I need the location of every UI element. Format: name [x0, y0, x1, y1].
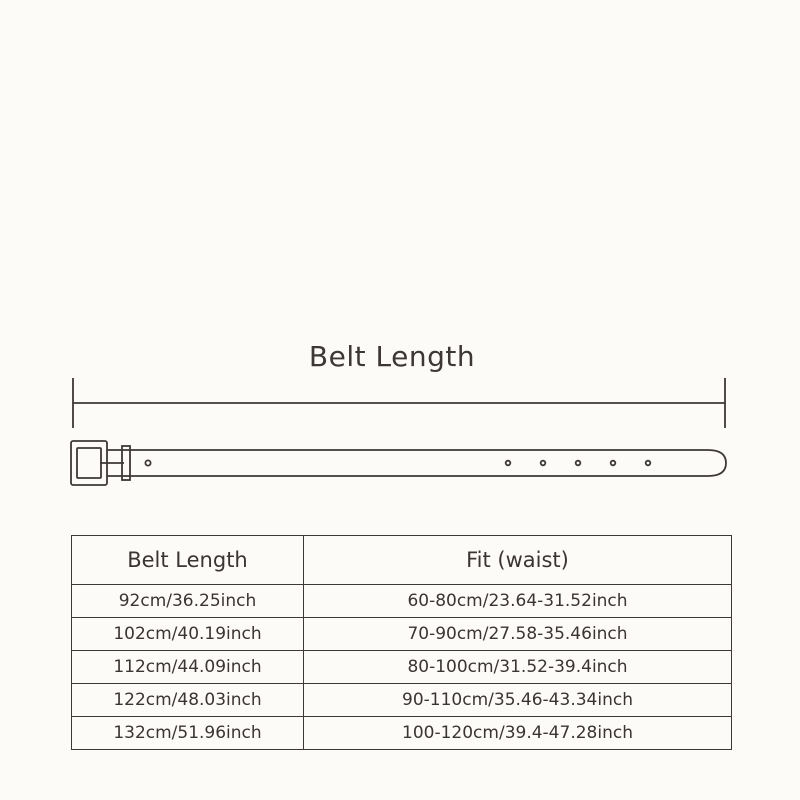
belt-hole — [145, 460, 150, 465]
belt-hole — [646, 461, 651, 466]
belt-hole — [611, 461, 616, 466]
table-row — [72, 618, 732, 651]
belt-hole — [541, 461, 546, 466]
table-header-row — [72, 536, 732, 585]
table-row — [72, 717, 732, 750]
buckle-inner — [77, 448, 101, 478]
header-belt-length: Belt Length — [72, 536, 304, 585]
size-chart-table — [71, 535, 732, 750]
table-row — [72, 585, 732, 618]
header-fit-waist: Fit (waist) — [304, 536, 732, 585]
belt-length-cell: 102cm/40.19inch — [72, 618, 304, 651]
fit-waist-cell: 60-80cm/23.64-31.52inch — [304, 585, 732, 618]
belt-length-cell: 122cm/48.03inch — [72, 684, 304, 717]
belt-length-cell: 112cm/44.09inch — [72, 651, 304, 684]
fit-waist-cell: 70-90cm/27.58-35.46inch — [304, 618, 732, 651]
fit-waist-cell: 90-110cm/35.46-43.34inch — [304, 684, 732, 717]
belt-illustration — [71, 441, 726, 485]
fit-waist-cell: 80-100cm/31.52-39.4inch — [304, 651, 732, 684]
belt-hole — [576, 461, 581, 466]
table-row — [72, 651, 732, 684]
fit-waist-cell: 100-120cm/39.4-47.28inch — [304, 717, 732, 750]
table-row — [72, 684, 732, 717]
belt-length-cell: 92cm/36.25inch — [72, 585, 304, 618]
belt-strap — [107, 450, 726, 476]
belt-length-title: Belt Length — [308, 340, 476, 373]
belt-length-cell: 132cm/51.96inch — [72, 717, 304, 750]
length-dimension-line — [73, 378, 725, 428]
belt-hole — [506, 461, 511, 466]
